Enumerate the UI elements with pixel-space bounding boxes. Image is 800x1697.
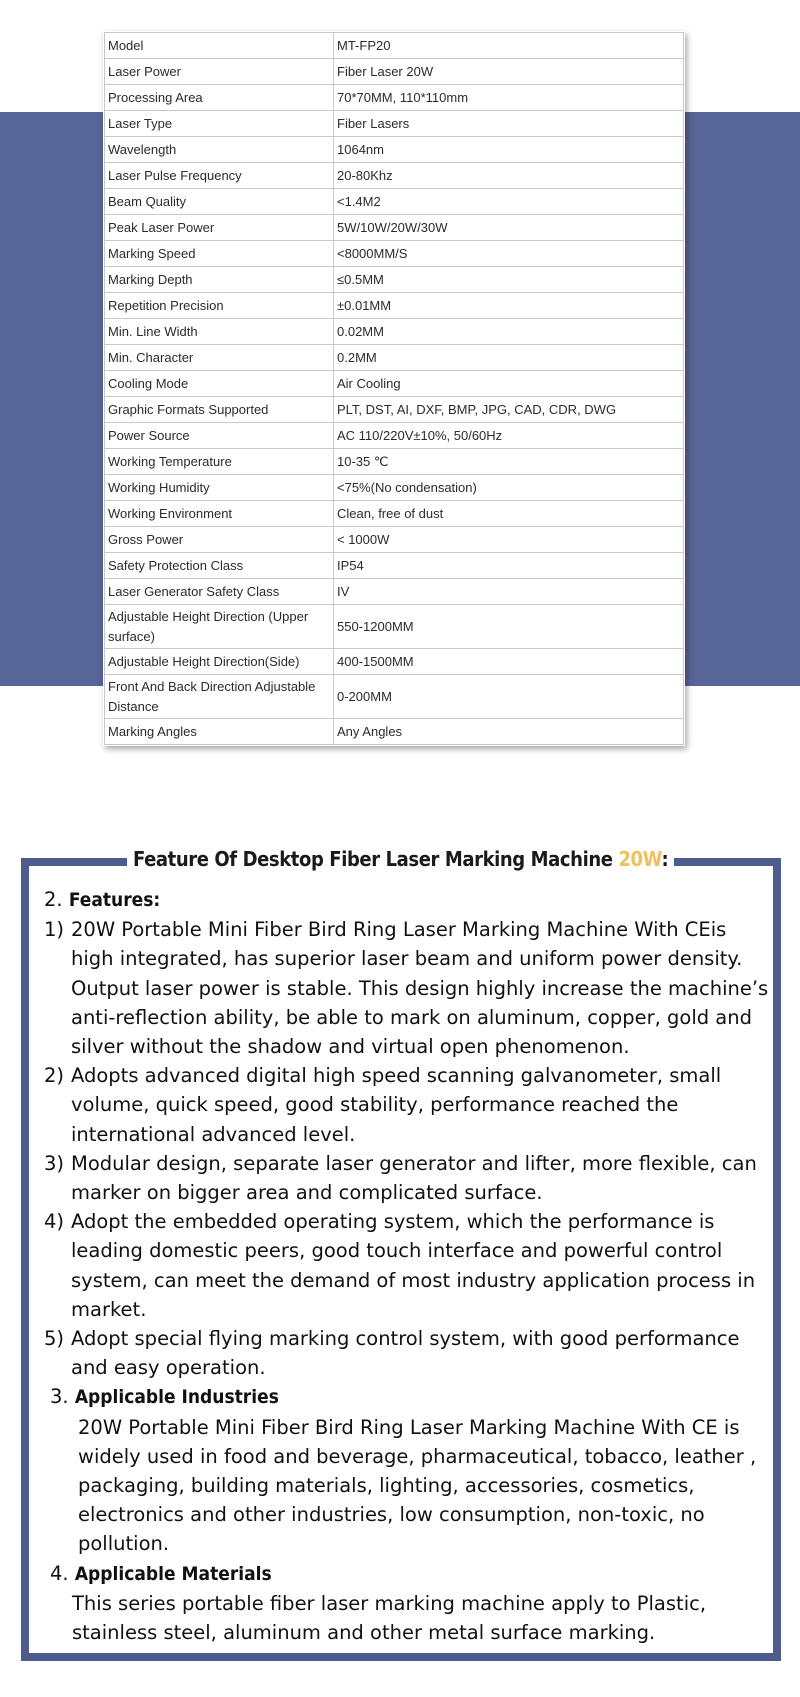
section-industries-heading [44,1382,774,1412]
section-heading: Applicable Materials [74,1562,272,1585]
feature-title-highlight: 20W [618,847,662,871]
spec-row [105,553,684,579]
feature-item-text: Adopt the embedded operating system, which the performance is leading domestic peers, good touch interface and powerful control system, can meet the demand of most industry application process in market. [71,1210,756,1321]
spec-row [105,579,684,605]
spec-row [105,189,684,215]
spec-value: 400-1500MM [334,649,684,675]
spec-label: Adjustable Height Direction (Upper surface) [105,605,334,649]
feature-item-number: 3) [44,1151,65,1175]
spec-label: Laser Power [105,59,334,85]
spec-row [105,371,684,397]
spec-label: Beam Quality [105,189,334,215]
spec-row [105,215,684,241]
feature-item-number: 4) [44,1210,65,1234]
spec-label: Marking Speed [105,241,334,267]
spec-value: < 1000W [334,527,684,553]
spec-value: ±0.01MM [334,293,684,319]
spec-table-container [103,31,685,746]
spec-value: <75%(No condensation) [334,475,684,501]
spec-row [105,85,684,111]
spec-row [105,527,684,553]
spec-row [105,33,684,59]
spec-table [104,32,684,745]
section-features-heading [44,885,774,915]
feature-title-suffix: : [661,847,669,871]
spec-label: Power Source [105,423,334,449]
spec-row [105,649,684,675]
spec-label: Front And Back Direction Adjustable Distance [105,675,334,719]
section-materials-text: This series portable fiber laser marking machine apply to Plastic, stainless steel, aluminum and other metal surface marking. [72,1591,707,1645]
spec-value: IP54 [334,553,684,579]
spec-value: IV [334,579,684,605]
spec-label: Cooling Mode [105,371,334,397]
feature-list [44,915,774,1382]
spec-row [105,501,684,527]
feature-content [44,885,774,1647]
spec-label: Min. Line Width [105,319,334,345]
feature-item-number: 2) [44,1064,65,1088]
spec-label: Laser Generator Safety Class [105,579,334,605]
spec-row [105,111,684,137]
section-materials [44,1589,774,1647]
feature-item-number: 1) [44,918,65,942]
spec-row [105,59,684,85]
spec-row [105,675,684,719]
feature-item-text: Adopt special flying marking control system, with good performance and easy operation. [71,1327,740,1380]
spec-value: 0.02MM [334,319,684,345]
spec-row [105,163,684,189]
spec-row [105,319,684,345]
spec-row [105,605,684,649]
spec-label: Working Temperature [105,449,334,475]
spec-label: Model [105,33,334,59]
spec-value: 550-1200MM [334,605,684,649]
spec-row [105,423,684,449]
spec-value: 70*70MM, 110*110mm [334,85,684,111]
feature-title-prefix: Feature Of Desktop Fiber Laser Marking Machine [133,847,613,871]
spec-value: 10-35 ℃ [334,449,684,475]
section-industries-text: 20W Portable Mini Fiber Bird Ring Laser Marking Machine With CE is widely used in food and beverage, pharmaceutical, tobacco, leather , packaging, building materials, lighting, accessories, cosmetics, electronics and other industries, low consumption, non-toxic, no pollution. [78,1415,757,1556]
section-materials-heading [44,1559,774,1589]
feature-title [127,845,674,873]
spec-label: Marking Depth [105,267,334,293]
spec-label: Gross Power [105,527,334,553]
spec-value: AC 110/220V±10%, 50/60Hz [334,423,684,449]
spec-value: 5W/10W/20W/30W [334,215,684,241]
feature-item-text: Modular design, separate laser generator and lifter, more flexible, can marker on bigger area and complicated surface. [71,1151,757,1205]
spec-value: <1.4M2 [334,189,684,215]
section-industries [44,1413,774,1559]
spec-value: 20-80Khz [334,163,684,189]
spec-value: Fiber Laser 20W [334,59,684,85]
spec-row [105,293,684,319]
spec-label: Peak Laser Power [105,215,334,241]
section-heading: Applicable Industries [74,1386,279,1409]
feature-item-text: Adopts advanced digital high speed scanning galvanometer, small volume, quick speed, good stability, performance reached the international advanced level. [71,1064,722,1146]
spec-value: ≤0.5MM [334,267,684,293]
spec-value: Air Cooling [334,371,684,397]
spec-row [105,267,684,293]
spec-value: MT-FP20 [334,33,684,59]
spec-label: Working Environment [105,501,334,527]
section-heading: Features: [68,889,161,911]
feature-item [44,915,774,1061]
spec-label: Safety Protection Class [105,553,334,579]
spec-row [105,719,684,745]
spec-row [105,397,684,423]
spec-value: Any Angles [334,719,684,745]
spec-label: Graphic Formats Supported [105,397,334,423]
section-number: 2. [44,888,63,911]
spec-label: Wavelength [105,137,334,163]
spec-value: 0.2MM [334,345,684,371]
spec-value: 0-200MM [334,675,684,719]
spec-label: Marking Angles [105,719,334,745]
spec-value: <8000MM/S [334,241,684,267]
spec-label: Laser Type [105,111,334,137]
spec-label: Repetition Precision [105,293,334,319]
spec-label: Laser Pulse Frequency [105,163,334,189]
spec-row [105,475,684,501]
spec-value: Fiber Lasers [334,111,684,137]
feature-item [44,1149,774,1207]
feature-item-text: 20W Portable Mini Fiber Bird Ring Laser Marking Machine With CEis high integrated, has superior laser beam and uniform power density. Output laser power is stable. This design highly increase the machine’s anti-reflection ability, be able to mark on aluminum, copper, gold and silver without the shadow and virtual open phenomenon. [71,918,769,1059]
spec-row [105,345,684,371]
feature-item-number: 5) [44,1327,65,1351]
spec-label: Processing Area [105,85,334,111]
section-number: 3. [50,1385,69,1409]
feature-item [44,1061,774,1149]
spec-row [105,241,684,267]
spec-label: Working Humidity [105,475,334,501]
spec-value: 1064nm [334,137,684,163]
spec-value: Clean, free of dust [334,501,684,527]
spec-value: PLT, DST, AI, DXF, BMP, JPG, CAD, CDR, DWG [334,397,684,423]
spec-row [105,137,684,163]
feature-item [44,1324,774,1382]
feature-item [44,1207,774,1324]
section-number: 4. [50,1561,69,1585]
spec-label: Min. Character [105,345,334,371]
spec-row [105,449,684,475]
spec-label: Adjustable Height Direction(Side) [105,649,334,675]
